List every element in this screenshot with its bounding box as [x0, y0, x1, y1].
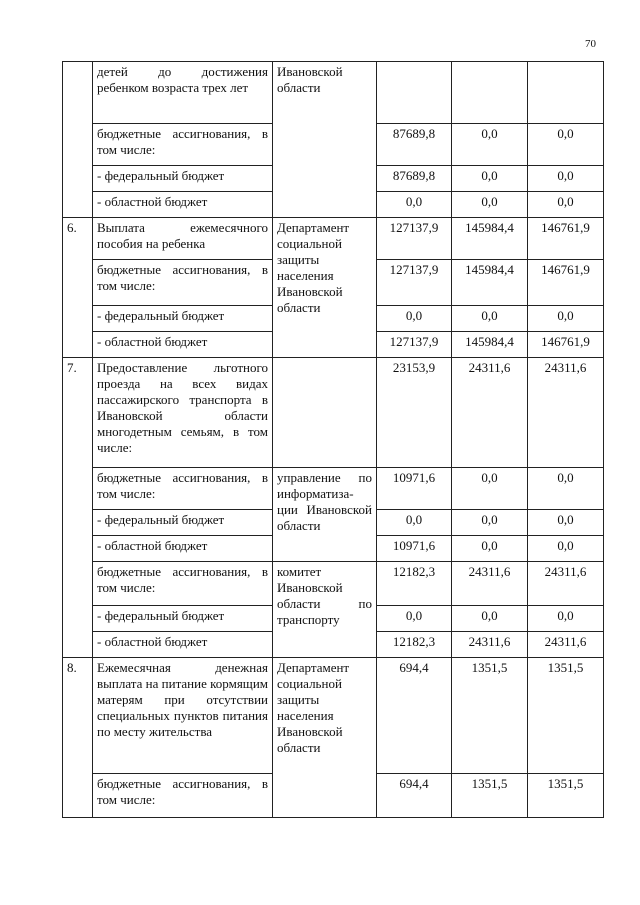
value-cell [452, 62, 528, 124]
table-row [63, 358, 604, 468]
table-row [63, 562, 604, 606]
value-cell: 0,0 [452, 606, 528, 632]
value-cell: 0,0 [377, 192, 452, 218]
value-cell: 0,0 [528, 536, 604, 562]
value-cell [377, 62, 452, 124]
value-cell: 0,0 [528, 468, 604, 510]
value-cell: 0,0 [452, 510, 528, 536]
value-cell: 0,0 [452, 468, 528, 510]
value-cell: 0,0 [452, 536, 528, 562]
responsible-body [273, 358, 377, 468]
value-cell: 1351,5 [452, 774, 528, 818]
row-number [63, 62, 93, 218]
value-cell: 23153,9 [377, 358, 452, 468]
row-description: бюджетные ассигнования, в том числе: [93, 774, 273, 818]
row-number: 7. [63, 358, 93, 658]
value-cell: 24311,6 [528, 632, 604, 658]
value-cell: 0,0 [528, 124, 604, 166]
value-cell: 24311,6 [452, 632, 528, 658]
row-description: - федеральный бюджет [93, 606, 273, 632]
row-number: 8. [63, 658, 93, 818]
value-cell: 0,0 [452, 166, 528, 192]
row-description: Ежемесячная денежная выплата на питание кормящим матерям при отсутствии специальных пунктов питания по месту жительства [93, 658, 273, 774]
value-cell: 0,0 [452, 124, 528, 166]
value-cell: 127137,9 [377, 260, 452, 306]
row-description: - федеральный бюджет [93, 166, 273, 192]
table-row [63, 658, 604, 774]
row-description: - областной бюджет [93, 632, 273, 658]
value-cell: 24311,6 [452, 562, 528, 606]
value-cell: 87689,8 [377, 166, 452, 192]
value-cell: 0,0 [452, 306, 528, 332]
row-number: 6. [63, 218, 93, 358]
responsible-body: комитет Ивановской области по транспорту [273, 562, 377, 658]
value-cell: 0,0 [377, 606, 452, 632]
value-cell: 12182,3 [377, 632, 452, 658]
value-cell: 146761,9 [528, 260, 604, 306]
value-cell: 145984,4 [452, 332, 528, 358]
value-cell: 145984,4 [452, 260, 528, 306]
value-cell: 694,4 [377, 774, 452, 818]
value-cell: 127137,9 [377, 332, 452, 358]
value-cell: 694,4 [377, 658, 452, 774]
value-cell: 24311,6 [528, 562, 604, 606]
value-cell: 24311,6 [452, 358, 528, 468]
value-cell: 0,0 [377, 306, 452, 332]
value-cell: 0,0 [528, 606, 604, 632]
responsible-body: Департамент социальной защиты населения Ивановской области [273, 658, 377, 818]
value-cell: 0,0 [528, 510, 604, 536]
budget-table [62, 61, 604, 818]
value-cell [528, 62, 604, 124]
value-cell: 1351,5 [528, 658, 604, 774]
value-cell: 12182,3 [377, 562, 452, 606]
row-description: - областной бюджет [93, 536, 273, 562]
row-description: детей до достижения ребенком возраста трех лет [93, 62, 273, 124]
value-cell: 0,0 [528, 166, 604, 192]
value-cell: 1351,5 [528, 774, 604, 818]
value-cell: 87689,8 [377, 124, 452, 166]
row-description: бюджетные ассигнования, в том числе: [93, 468, 273, 510]
value-cell: 146761,9 [528, 218, 604, 260]
row-description: - областной бюджет [93, 192, 273, 218]
row-description: - областной бюджет [93, 332, 273, 358]
row-description: бюджетные ассигнования, в том числе: [93, 124, 273, 166]
value-cell: 0,0 [377, 510, 452, 536]
responsible-body: Ивановской области [273, 62, 377, 218]
value-cell: 10971,6 [377, 468, 452, 510]
value-cell: 146761,9 [528, 332, 604, 358]
row-description: - федеральный бюджет [93, 306, 273, 332]
value-cell: 0,0 [528, 192, 604, 218]
table-row [63, 62, 604, 124]
value-cell: 1351,5 [452, 658, 528, 774]
value-cell: 127137,9 [377, 218, 452, 260]
page-number: 70 [585, 38, 596, 50]
value-cell: 0,0 [528, 306, 604, 332]
value-cell: 24311,6 [528, 358, 604, 468]
value-cell: 145984,4 [452, 218, 528, 260]
value-cell: 0,0 [452, 192, 528, 218]
row-description: Предоставление льготного проезда на всех видах пассажирского транспорта в Ивановской области многодетным семьям, в том числе: [93, 358, 273, 468]
value-cell: 10971,6 [377, 536, 452, 562]
row-description: бюджетные ассигнования, в том числе: [93, 260, 273, 306]
row-description: - федеральный бюджет [93, 510, 273, 536]
table-row [63, 468, 604, 510]
row-description: бюджетные ассигнования, в том числе: [93, 562, 273, 606]
responsible-body: управление по информатиза-ции Ивановской области [273, 468, 377, 562]
responsible-body: Департамент социальной защиты населения Ивановской области [273, 218, 377, 358]
row-description: Выплата ежемесячного пособия на ребенка [93, 218, 273, 260]
table-row [63, 218, 604, 260]
